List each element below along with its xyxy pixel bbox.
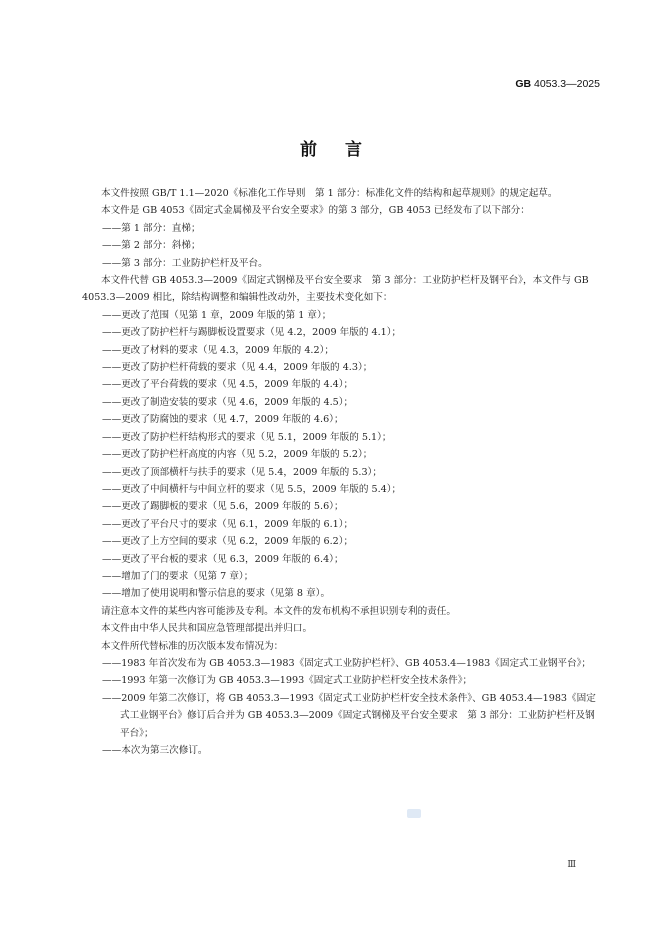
list-item: ——增加了使用说明和警示信息的要求（见第 8 章）。 xyxy=(102,588,331,600)
paragraph: 本文件是 GB 4053《固定式金属梯及平台安全要求》的第 3 部分，GB 4053 已经发布了以下部分： xyxy=(101,205,530,217)
page-number: Ⅲ xyxy=(567,860,576,870)
foreword-body xyxy=(82,185,596,759)
list-item: ——增加了门的要求（见第 7 章）； xyxy=(102,570,254,582)
list-item: ——更改了平台板的要求（见 6.3，2009 年版的 6.4）； xyxy=(102,553,344,565)
list-item: ——更改了制造安装的要求（见 4.6，2009 年版的 4.5）； xyxy=(102,396,354,408)
list-item: ——更改了中间横杆与中间立杆的要求（见 5.5，2009 年版的 5.4）； xyxy=(102,483,402,495)
history-item xyxy=(82,690,596,742)
list-item: ——第 3 部分：工业防护栏杆及平台。 xyxy=(102,257,268,269)
history-continuation: 1983《固定式工业钢平台》修订后合并为 GB 4053.3—2009《固定式钢梯及平台安全要求 第 3 部分：工业防护栏杆及钢平台》； xyxy=(120,692,596,739)
list-item: ——更改了防护栏杆荷载的要求（见 4.4，2009 年版的 4.3）； xyxy=(102,362,373,374)
list-item: ——更改了踢脚板的要求（见 5.6，2009 年版的 5.6）； xyxy=(102,501,344,513)
paragraph: 本文件按照 GB/T 1.1—2020《标准化工作导则 第 1 部分：标准化文件的结构和起草规则》的规定起草。 xyxy=(101,188,558,199)
list-item: ——更改了平台荷载的要求（见 4.5，2009 年版的 4.4）； xyxy=(102,379,354,391)
paragraph: 本文件所代替标准的历次版本发布情况为： xyxy=(101,640,284,652)
list-item: ——更改了防护栏杆高度的内容（见 5.2，2009 年版的 5.2）； xyxy=(102,449,373,461)
list-item: ——更改了防护栏杆与踢脚板设置要求（见 4.2，2009 年版的 4.1）； xyxy=(102,327,402,339)
history-line: ——本次为第三次修订。 xyxy=(102,745,208,756)
document-code xyxy=(515,78,600,90)
history-item xyxy=(82,742,596,759)
list-item: ——更改了平台尺寸的要求（见 6.1，2009 年版的 6.1）； xyxy=(102,518,354,530)
paragraph: 本文件由中华人民共和国应急管理部提出并归口。 xyxy=(101,623,313,635)
history-line: ——1983 年首次发布为 GB 4053.3—1983《固定式工业防护栏杆》、GB 4053.4—1983《固定式工业 xyxy=(102,657,548,669)
watermark-mark xyxy=(407,809,421,818)
list-item: ——更改了材料的要求（见 4.3，2009 年版的 4.2）； xyxy=(102,344,334,356)
list-item: ——更改了范围（见第 1 章，2009 年版的第 1 章）； xyxy=(102,309,332,321)
standard-number: 4053.3—2025 xyxy=(534,78,600,90)
standard-prefix: GB xyxy=(515,78,532,90)
list-item: ——第 2 部分：斜梯； xyxy=(102,240,201,252)
history-line: ——2009 年第二次修订，将 GB 4053.3—1993《固定式工业防护栏杆安全技术条件》、GB 4053.4— xyxy=(102,692,543,704)
history-line: ——1993 年第一次修订为 GB 4053.3—1993《固定式工业防护栏杆安全技术条件》； xyxy=(102,675,473,687)
history-item xyxy=(82,655,596,672)
paragraph: 本文件代替 GB 4053.3—2009《固定式钢梯及平台安全要求 第 3 部分：工业防护栏杆及钢平台》，本文件与 GB 4053.3—2009 相比，除结构调整和编辑性改动外，主要技术变化如下： xyxy=(82,275,589,304)
list-item: ——更改了上方空间的要求（见 6.2，2009 年版的 6.2）； xyxy=(102,536,354,548)
paragraph: 请注意本文件的某些内容可能涉及专利。本文件的发布机构不承担识别专利的责任。 xyxy=(101,605,456,617)
history-item xyxy=(82,672,596,689)
history-continuation: 钢平台》； xyxy=(547,657,592,669)
list-item: ——更改了防腐蚀的要求（见 4.7，2009 年版的 4.6）； xyxy=(102,414,344,426)
list-item: ——第 1 部分：直梯； xyxy=(102,222,201,234)
list-item: ——更改了防护栏杆结构形式的要求（见 5.1，2009 年版的 5.1）； xyxy=(102,431,392,443)
list-item: ——更改了顶部横杆与扶手的要求（见 5.4，2009 年版的 5.3）； xyxy=(102,466,382,478)
page-title: 前言 xyxy=(300,140,390,160)
